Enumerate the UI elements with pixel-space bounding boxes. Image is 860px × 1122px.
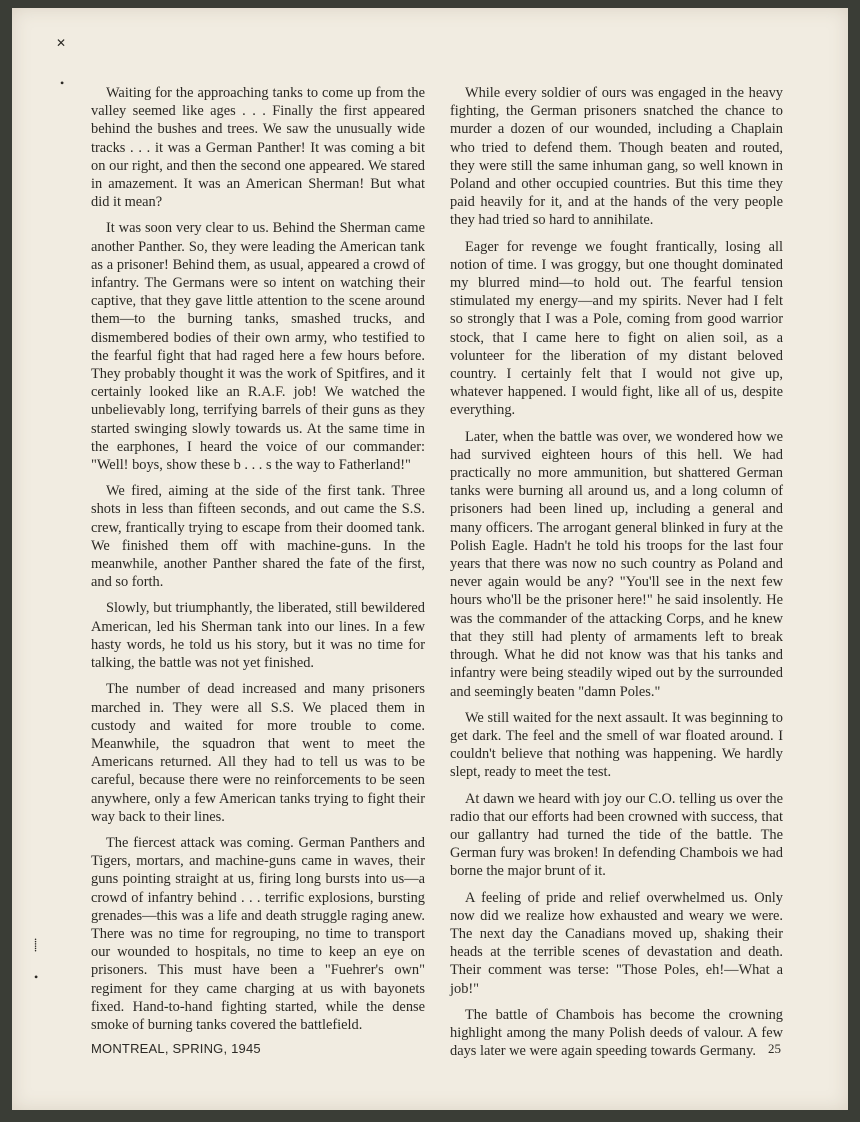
paragraph: Eager for revenge we fought frantically, losing all notion of time. I was groggy, but one thought dominated my blurred mind—to hold out. The fearful tension stimulated my energy—and my spirits. Never had I felt so strongly that I was a Pole, coming from good warrior stock, that I came here to fight on alien soil, as a volunteer for the liberation of my distant beloved country. I certainly felt that I would not give up, whatever happened. I would fight, like all of us, despite everything.	[450, 238, 783, 419]
paragraph: Slowly, but triumphantly, the liberated, still bewildered American, led his Sherman tank into our lines. In a few hasty words, he told us his story, but it was no time for talking, the battle was not yet finished.	[91, 600, 425, 672]
paragraph: A feeling of pride and relief overwhelmed us. Only now did we realize how exhausted and weary we were. The next day the Canadians moved up, shaking their heads at the terrible scenes of devastation and death. Their comment was terse: "Those Poles, eh!—What a job!"	[450, 889, 783, 997]
paragraph: While every soldier of ours was engaged in the heavy fighting, the German prisoners snatched the chance to murder a dozen of our wounded, including a Chaplain who tried to defend them. Though beaten and routed, they were still the same inhuman gang, so well known in Poland and other occupied countries. But this time they paid heavily for it, and at the hands of the very people they had tried so hard to annihilate.	[450, 85, 783, 229]
article-right-column	[450, 84, 783, 1068]
paragraph: The fiercest attack was coming. German Panthers and Tigers, mortars, and machine-guns came in waves, their guns pointing straight at us, firing long bursts into us—a crowd of infantry behind . . . terrific explosions, bursting grenades—this was a life and death struggle raging anew. There was no time for regrouping, no time to transport our wounded to hospitals, no time to keep an eye on prisoners. This must have been a "Fuehrer's own" regiment for they came charging at us with bayonets fixed. Hand-to-hand fighting started, while the dense smoke of burning tanks covered the battlefield.	[91, 834, 425, 1033]
paragraph: The battle of Chambois has become the crowning highlight among the many Polish deeds of valour. A few days later we were again speeding towards Germany.	[450, 1006, 783, 1060]
ink-speck-mark: •	[34, 970, 39, 984]
article-left-column	[91, 84, 425, 1042]
publication-footer: MONTREAL, SPRING, 1945	[91, 1041, 261, 1056]
ink-speck-mark: ⸽	[34, 938, 38, 952]
paragraph: The number of dead increased and many prisoners marched in. They were all S.S. We placed them in custody and waited for more trouble to come. Meanwhile, the squadron that went to meet the Americans returned. All they had to tell us was to be careful, because there were no reinforcements to be seen anywhere, only a few American tanks trying to fight their way back to their lines.	[91, 681, 425, 825]
ink-speck-mark: •	[60, 76, 65, 90]
paragraph: It was soon very clear to us. Behind the Sherman came another Panther. So, they were leading the American tank as a prisoner! Behind them, as usual, appeared a crowd of infantry. The Germans were so intent on watching their captive, that they gave little attention to the scene around them—to the burning tanks, smashed trucks, and dismembered bodies of their own army, who testified to the fearful fight that had raged here a few hours before. They probably thought it was the work of Spitfires, and it certainly looked like an R.A.F. job! We watched the unbelievably long, terrifying barrels of their guns as they started swinging slowly towards us. At the same time in the earphones, I heard the voice of our commander: "Well! boys, show these b . . . s the way to Fatherland!"	[91, 220, 425, 474]
magazine-page	[12, 8, 848, 1110]
paragraph: At dawn we heard with joy our C.O. telling us over the radio that our efforts had been crowned with success, that our gallantry had turned the tide of the battle. The German fury was broken! In defending Chambois we had borne the major brunt of it.	[450, 790, 783, 880]
page-number: 25	[768, 1041, 781, 1056]
paragraph: Later, when the battle was over, we wondered how we had survived eighteen hours of this hell. We had practically no more ammunition, but shattered German tanks were burning all around us, and a long column of prisoners had been lined up, including a general and many officers. The arrogant general blinked in fury at the Polish Eagle. Hadn't he told his troops for the last four years that there was now no such country as Poland and never again would be any? "You'll see in the next few hours who'll be the prisoner here!" he said insolently. He was the commander of the attacking Corps, and he knew that they still had plenty of armaments left to break through. What he did not know was that his tanks and infantry were being steadily wiped out by the surrounded and seemingly beaten "damn Poles."	[450, 428, 783, 700]
paragraph: Waiting for the approaching tanks to come up from the valley seemed like ages . . . Finally the first appeared behind the bushes and trees. We saw the unusually wide tracks . . . it was a German Panther! It was coming a bit on our right, and then the second one appeared. We stared in amazement. It was an American Sherman! But what did it mean?	[91, 85, 425, 211]
ink-speck-mark: ✕	[56, 36, 67, 50]
paragraph: We fired, aiming at the side of the first tank. Three shots in less than fifteen seconds, and out came the S.S. crew, frantically trying to escape from their doomed tank. We finished them off with machine-guns. In the meanwhile, another Panther shared the fate of the first, and so forth.	[91, 483, 425, 591]
paragraph: We still waited for the next assault. It was beginning to get dark. The feel and the smell of war floated around. I couldn't believe that nothing was happening. We hardly slept, ready to meet the test.	[450, 709, 783, 781]
